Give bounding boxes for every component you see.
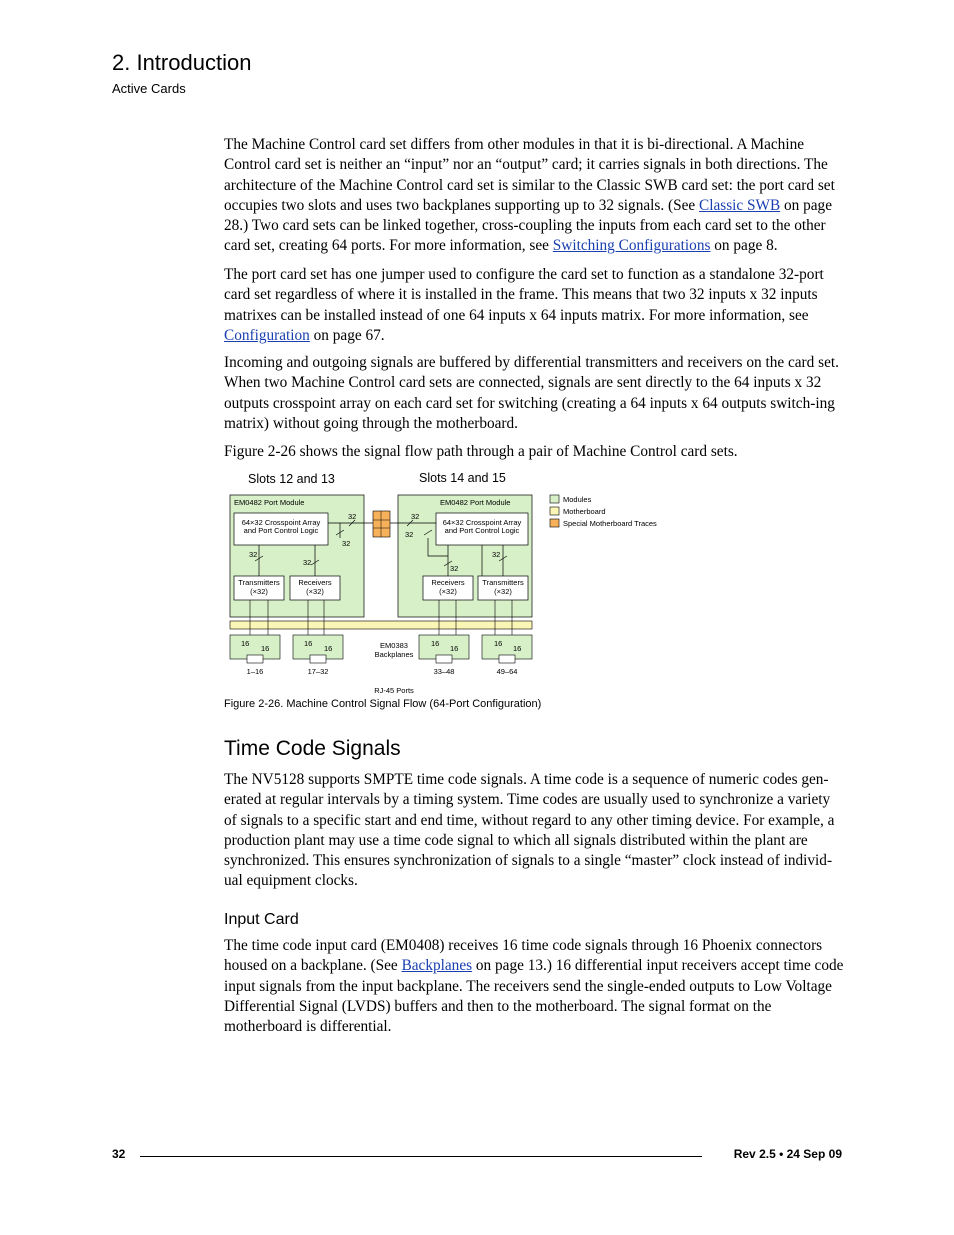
svg-text:16: 16: [241, 639, 250, 648]
svg-text:(×32): (×32): [306, 587, 324, 596]
svg-text:(×32): (×32): [439, 587, 457, 596]
port-range-3: 33–48: [433, 667, 455, 676]
crosspoint-right-line2: and Port Control Logic: [444, 526, 520, 535]
svg-text:32: 32: [450, 564, 459, 573]
page-number: 32: [112, 1147, 126, 1161]
legend-special-swatch: [550, 519, 559, 527]
section-subtitle: Active Cards: [112, 81, 186, 96]
port-range-4: 49–64: [496, 667, 518, 676]
legend-motherboard-swatch: [550, 507, 559, 515]
svg-text:16: 16: [450, 644, 459, 653]
svg-text:Transmitters: Transmitters: [238, 578, 280, 587]
svg-text:16: 16: [261, 644, 270, 653]
paragraph-2: The port card set has one jumper used to configure the card set to function as a standalone 32-port card set regardless of where it is installed in the frame. This means that two 32 inputs x 32 inputs matrixes can be installed instead of one 64 inputs x 64 inputs matrix. For more information, see Configuration on page 67.: [224, 266, 824, 344]
svg-text:32: 32: [348, 512, 357, 521]
svg-text:16: 16: [431, 639, 440, 648]
revision-label: Rev 2.5 • 24 Sep 09: [733, 1147, 842, 1161]
link-classic-swb[interactable]: Classic SWB: [699, 196, 781, 214]
chapter-title: 2. Introduction: [112, 50, 252, 75]
svg-text:32: 32: [492, 550, 501, 559]
svg-text:16: 16: [304, 639, 313, 648]
module-right-label: EM0482 Port Module: [440, 498, 511, 507]
crosspoint-left-line1: 64×32 Crosspoint Array: [241, 518, 321, 527]
paragraph-5: The NV5128 supports SMPTE time code signals. A time code is a sequence of numeric codes gen-erated at regular intervals by a timing system. Time codes are usually used to synchronize a variety of signals to a specific start and end time, without regard to any other timing device. For example, a production plant may use a time code signal to which all signals distributed within the plant are synchronized. This ensures synchronization of signals to a single “master” clock instead of individ-ual equipment clocks.: [224, 771, 835, 890]
rj45-label: RJ-45 Ports: [374, 686, 414, 695]
svg-text:Receivers: Receivers: [431, 578, 465, 587]
svg-text:32: 32: [303, 558, 312, 567]
paragraph-3: Incoming and outgoing signals are buffered by differential transmitters and receivers on the card set. When two Machine Control card sets are connected, signals are sent directly to the 64 inputs x 32 outputs crosspoint array on each card set for switching (creating a 64 inputs x 64 outputs switch-ing matrix) without going through the motherboard.: [224, 354, 839, 432]
paragraph-1: The Machine Control card set differs from other modules in that it is bi-directional. A Machine Control card set is neither an “input” nor an “output” card; it carries signals in both directions. The architecture of the Machine Control card set is similar to the Classic SWB card set: the port card set occupies two slots and uses two backplanes supporting up to 32 signals. (See Classic SWB on page 28.) Two card sets can be linked together, cross-coupling the inputs from each card set to the other card set, creating 64 ports. For more information, see Switching Configurations on page 8.: [224, 136, 835, 255]
port-range-2: 17–32: [307, 667, 329, 676]
svg-text:(×32): (×32): [250, 587, 268, 596]
svg-text:32: 32: [342, 539, 351, 548]
module-left-label: EM0482 Port Module: [234, 498, 305, 507]
subsection-title: Input Card: [224, 911, 299, 928]
rj45-port-2: [310, 655, 326, 663]
port-range-1: 1–16: [246, 667, 264, 676]
rj45-port-4: [499, 655, 515, 663]
svg-text:16: 16: [513, 644, 522, 653]
legend-special: Special Motherboard Traces: [563, 519, 657, 528]
rj45-port-1: [247, 655, 263, 663]
backplanes-line1: EM0383: [380, 641, 408, 650]
svg-text:16: 16: [494, 639, 503, 648]
svg-text:32: 32: [405, 530, 414, 539]
svg-text:32: 32: [411, 512, 420, 521]
legend-motherboard: Motherboard: [563, 507, 606, 516]
legend-modules-swatch: [550, 495, 559, 503]
crosspoint-left-line2: and Port Control Logic: [243, 526, 319, 535]
svg-text:32: 32: [249, 550, 258, 559]
section-title: Time Code Signals: [224, 737, 401, 760]
signal-flow-figure: [224, 464, 684, 698]
link-configuration[interactable]: Configuration: [224, 326, 310, 344]
special-trace-box: [373, 511, 390, 537]
footer-rule: [140, 1156, 702, 1157]
backplanes-line2: Backplanes: [374, 650, 414, 659]
rj45-port-3: [436, 655, 452, 663]
legend-modules: Modules: [563, 495, 592, 504]
link-switching-configurations[interactable]: Switching Configurations: [552, 237, 711, 255]
svg-text:16: 16: [324, 644, 333, 653]
svg-text:Transmitters: Transmitters: [482, 578, 524, 587]
link-backplanes[interactable]: Backplanes: [401, 957, 473, 975]
paragraph-4: Figure 2-26 shows the signal flow path through a pair of Machine Control card sets.: [224, 443, 738, 460]
figure-caption: Figure 2-26. Machine Control Signal Flow (64-Port Configuration): [224, 698, 542, 710]
crosspoint-right-line1: 64×32 Crosspoint Array: [442, 518, 522, 527]
slots-left-label: Slots 12 and 13: [248, 472, 335, 486]
svg-text:Receivers: Receivers: [298, 578, 332, 587]
motherboard-bar: [230, 621, 532, 629]
svg-text:(×32): (×32): [494, 587, 512, 596]
slots-right-label: Slots 14 and 15: [419, 471, 506, 485]
paragraph-6: The time code input card (EM0408) receives 16 time code signals through 16 Phoenix connectors housed on a backplane. (See Backplanes on page 13.) 16 differential input receivers accept time code input signals from the input backplane. The receivers send the single-ended outputs to Low Voltage Differential Signal (LVDS) buffers and then to the motherboard. The signal format on the motherboard is differential.: [224, 937, 844, 1036]
